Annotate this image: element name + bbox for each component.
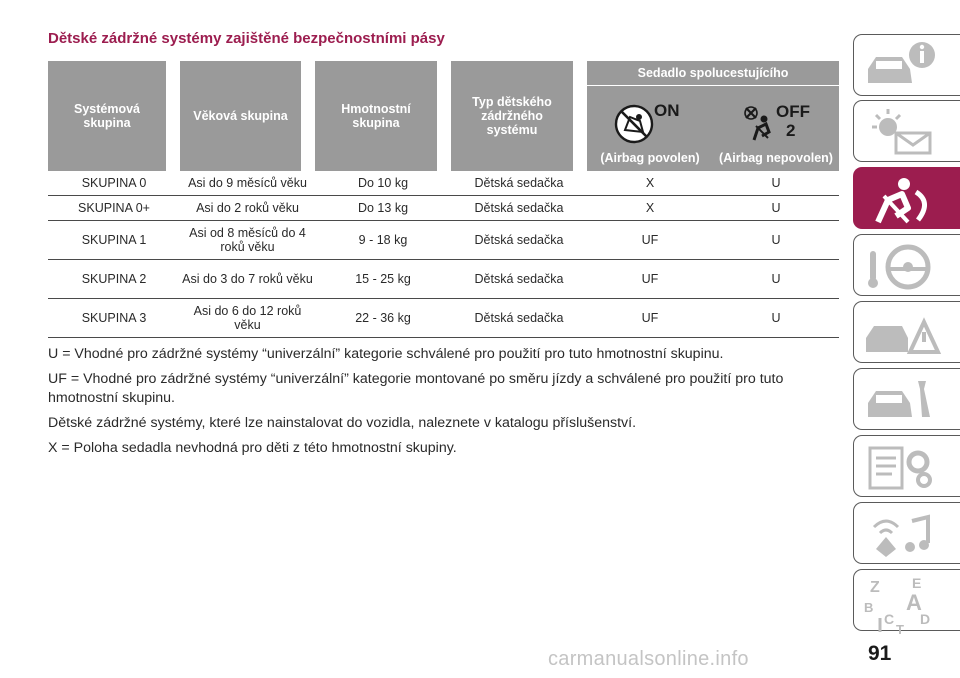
cell-type: Dětská sedačka	[451, 221, 587, 260]
cell-weight: 9 - 18 kg	[315, 221, 451, 260]
breakdown-icon	[862, 306, 942, 360]
index-icon	[862, 574, 942, 634]
index-letter-a: A	[906, 590, 922, 615]
car-service-icon	[862, 373, 942, 427]
cell-type: Dětská sedačka	[451, 171, 587, 196]
watermark: carmanualsonline.info	[548, 648, 749, 670]
technical-data-icon	[862, 440, 942, 494]
cell-airbag-on: UF	[587, 260, 713, 299]
airbag-on-badge: ON	[654, 102, 680, 120]
cell-age: Asi do 6 do 12 roků věku	[180, 299, 315, 338]
header-passenger-seat: Sedadlo spolucestujícího	[587, 61, 839, 86]
cell-airbag-off: U	[713, 196, 839, 221]
table-row	[48, 299, 839, 338]
cell-age: Asi do 3 do 7 roků věku	[180, 260, 315, 299]
note-uf: UF = Vhodné pro zádržné systémy “univerzální” kategorie montované po směru jízdy a schválené pro použití pro tuto hmotnostní skupinu.	[48, 371, 784, 406]
cell-group: SKUPINA 1	[48, 221, 180, 260]
tab-car-info[interactable]	[853, 34, 960, 96]
header-airbag-on	[587, 86, 713, 171]
index-letter-t: T	[896, 622, 904, 634]
cell-age: Asi do 2 roků věku	[180, 196, 315, 221]
index-letter-b: B	[864, 600, 874, 615]
table-row	[48, 171, 839, 196]
tab-technical[interactable]	[853, 435, 960, 497]
cell-age: Asi od 8 měsíců do 4 roků věku	[180, 221, 315, 260]
note-u: U = Vhodné pro zádržné systémy “univerzální” kategorie schválené pro použití pro tuto hmotnostní skupinu.	[48, 346, 724, 362]
cell-weight: Do 13 kg	[315, 196, 451, 221]
tab-index[interactable]	[853, 569, 960, 634]
cell-airbag-on: UF	[587, 221, 713, 260]
cell-airbag-off: U	[713, 260, 839, 299]
page-number: 91	[868, 642, 892, 665]
cell-type: Dětská sedačka	[451, 196, 587, 221]
airbag-on-icon	[614, 102, 686, 147]
cell-type: Dětská sedačka	[451, 299, 587, 338]
steering-wheel-icon	[862, 239, 942, 293]
tab-multimedia[interactable]	[853, 502, 960, 564]
airbag-off-icon	[740, 102, 812, 147]
cell-group: SKUPINA 3	[48, 299, 180, 338]
table-row	[48, 196, 839, 221]
header-weight: Hmotnostní skupina	[315, 61, 451, 171]
airbag-seatbelt-icon	[862, 172, 942, 226]
tab-driving[interactable]	[853, 234, 960, 296]
cell-weight: 22 - 36 kg	[315, 299, 451, 338]
tab-safety[interactable]	[853, 167, 960, 229]
note-x: X = Poloha sedadla nevhodná pro děti z této hmotnostní skupiny.	[48, 440, 457, 456]
cell-airbag-off: U	[713, 171, 839, 196]
index-letter-z: Z	[870, 579, 880, 596]
header-group: Systémová skupina	[48, 61, 180, 171]
index-letter-c: C	[884, 611, 895, 627]
cell-group: SKUPINA 0	[48, 171, 180, 196]
index-letter-d: D	[920, 611, 931, 627]
cell-airbag-off: U	[713, 221, 839, 260]
note-catalog: Dětské zádržné systémy, které lze nainstalovat do vozidla, naleznete v katalogu příslušenství.	[48, 415, 637, 431]
cell-airbag-on: X	[587, 196, 713, 221]
cell-airbag-on: X	[587, 171, 713, 196]
airbag-off-label: (Airbag nepovolen)	[719, 151, 833, 165]
tab-service[interactable]	[853, 368, 960, 430]
tab-breakdown[interactable]	[853, 301, 960, 363]
car-info-icon	[862, 39, 942, 93]
cell-weight: 15 - 25 kg	[315, 260, 451, 299]
table-row	[48, 260, 839, 299]
warning-lights-icon	[862, 105, 942, 159]
cell-airbag-on: UF	[587, 299, 713, 338]
cell-weight: Do 10 kg	[315, 171, 451, 196]
table-row	[48, 221, 839, 260]
child-seat-table	[48, 61, 839, 338]
multimedia-icon	[862, 507, 942, 561]
cell-airbag-off: U	[713, 299, 839, 338]
airbag-on-label: (Airbag povolen)	[600, 151, 700, 165]
cell-type: Dětská sedačka	[451, 260, 587, 299]
airbag-off-badge: OFF	[776, 102, 810, 121]
cell-age: Asi do 9 měsíců věku	[180, 171, 315, 196]
legend-notes	[48, 345, 844, 464]
airbag-off-sub: 2	[786, 121, 796, 140]
page-title: Dětské zádržné systémy zajištěné bezpečnostními pásy	[48, 30, 445, 47]
header-type: Typ dětského zádržného systému	[451, 61, 587, 171]
cell-group: SKUPINA 0+	[48, 196, 180, 221]
header-airbag-off	[713, 86, 839, 171]
tab-warning-lights[interactable]	[853, 100, 960, 162]
header-age: Věková skupina	[180, 61, 315, 171]
cell-group: SKUPINA 2	[48, 260, 180, 299]
index-letter-e: E	[912, 575, 922, 591]
